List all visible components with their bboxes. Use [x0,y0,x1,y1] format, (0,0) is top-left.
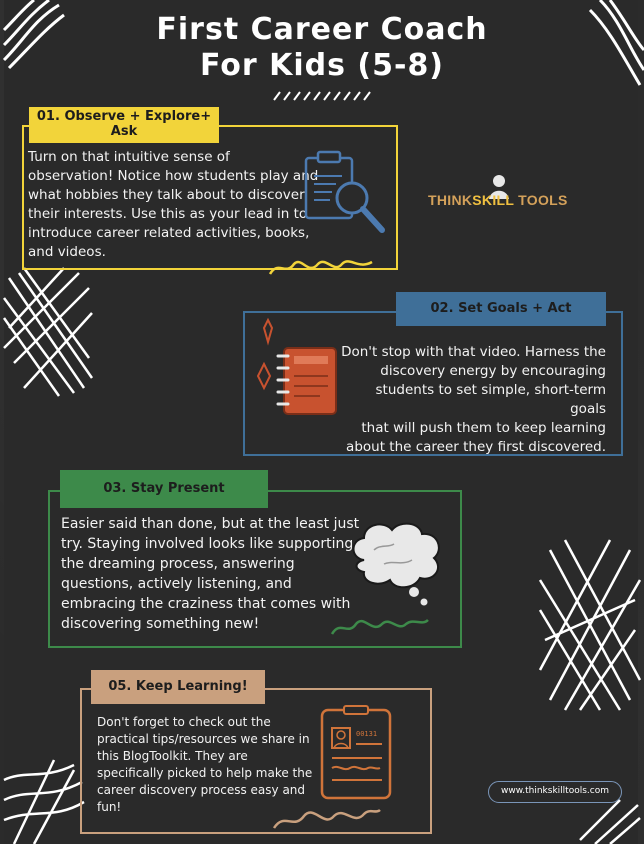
section-1-tag [29,107,219,143]
section-2-text [340,343,606,457]
section-2-tag: 02. Set Goals + Act [396,292,606,326]
section-3-text [61,514,361,634]
section-3-tag: 03. Stay Present [60,470,268,508]
section-3-line: embracing the craziness that comes with [61,596,351,612]
section-2-line: discovery energy by encouraging [380,363,606,379]
crosshatch-right [540,540,640,710]
section-4-line: fun! [97,800,122,814]
section-3-line: discovering something new! [61,616,260,632]
section-1-line: observation! Notice how students play and [28,168,319,184]
section-1-line: and videos. [28,244,106,260]
section-4-line: Don't forget to check out the [97,715,271,729]
section-4-line: career discovery process easy and [97,783,306,797]
section-4-text [97,714,327,816]
thought-cloud-icon [348,520,448,610]
section-1-line: Turn on that intuitive sense of [28,149,230,165]
website-url-link[interactable]: www.thinkskilltools.com [488,781,622,803]
logo-part-tools: TOOLS [513,192,568,208]
logo-part-think: THINK [428,192,473,208]
section-2-line: Don't stop with that video. Harness the [341,344,606,360]
crosshatch-bottom-left [4,760,84,844]
logo-text [428,192,568,208]
section-3-line: Easier said than done, but at the least just [61,516,360,532]
section-3-line: the dreaming process, answering [61,556,295,572]
think-skill-tools-logo [428,174,608,224]
crosshatch-left [4,268,94,398]
section-4-tag: 05. Keep Learning! [91,670,265,704]
clipboard-search-icon [302,150,392,240]
section-2-line: students to set simple, short-term goals [375,382,606,417]
title-line-1: First Career Coach [156,12,488,47]
logo-part-skill: SKILL [472,192,514,208]
section-1-tag-line-1: 01. Observe + Explore+ [36,109,212,124]
crosshatch-bottom-right [580,800,640,844]
section-1-tag-line-2: Ask [110,124,138,139]
section-4-line: this BlogToolkit. They are [97,749,248,763]
section-1-line: what hobbies they talk about to discover [28,187,305,203]
title-underline-scribble [270,88,380,104]
section-3-line: try. Staying involved looks like supporting [61,536,354,552]
page-title [0,12,644,84]
section-1-line: their interests. Use this as your lead in to [28,206,308,222]
id-badge-number: 00131 [356,730,378,738]
section-2-line: that will push them to keep learning [361,420,606,436]
section-1-squiggle [268,258,378,278]
section-3-squiggle [330,616,430,638]
id-badge-icon [318,706,398,806]
section-3-line: questions, actively listening, and [61,576,292,592]
corner-scribble-top-right [590,0,644,90]
title-line-2: For Kids (5-8) [199,48,445,83]
notebook-icon [250,320,350,420]
section-2-line: about the career they first discovered. [346,439,606,455]
section-4-squiggle [272,806,382,832]
section-4-line: practical tips/resources we share in [97,732,310,746]
section-1-text [28,148,328,262]
section-4-line: specifically picked to help make the [97,766,313,780]
corner-scribble-top-left [4,0,64,70]
section-1-line: introduce career related activities, books, [28,225,310,241]
